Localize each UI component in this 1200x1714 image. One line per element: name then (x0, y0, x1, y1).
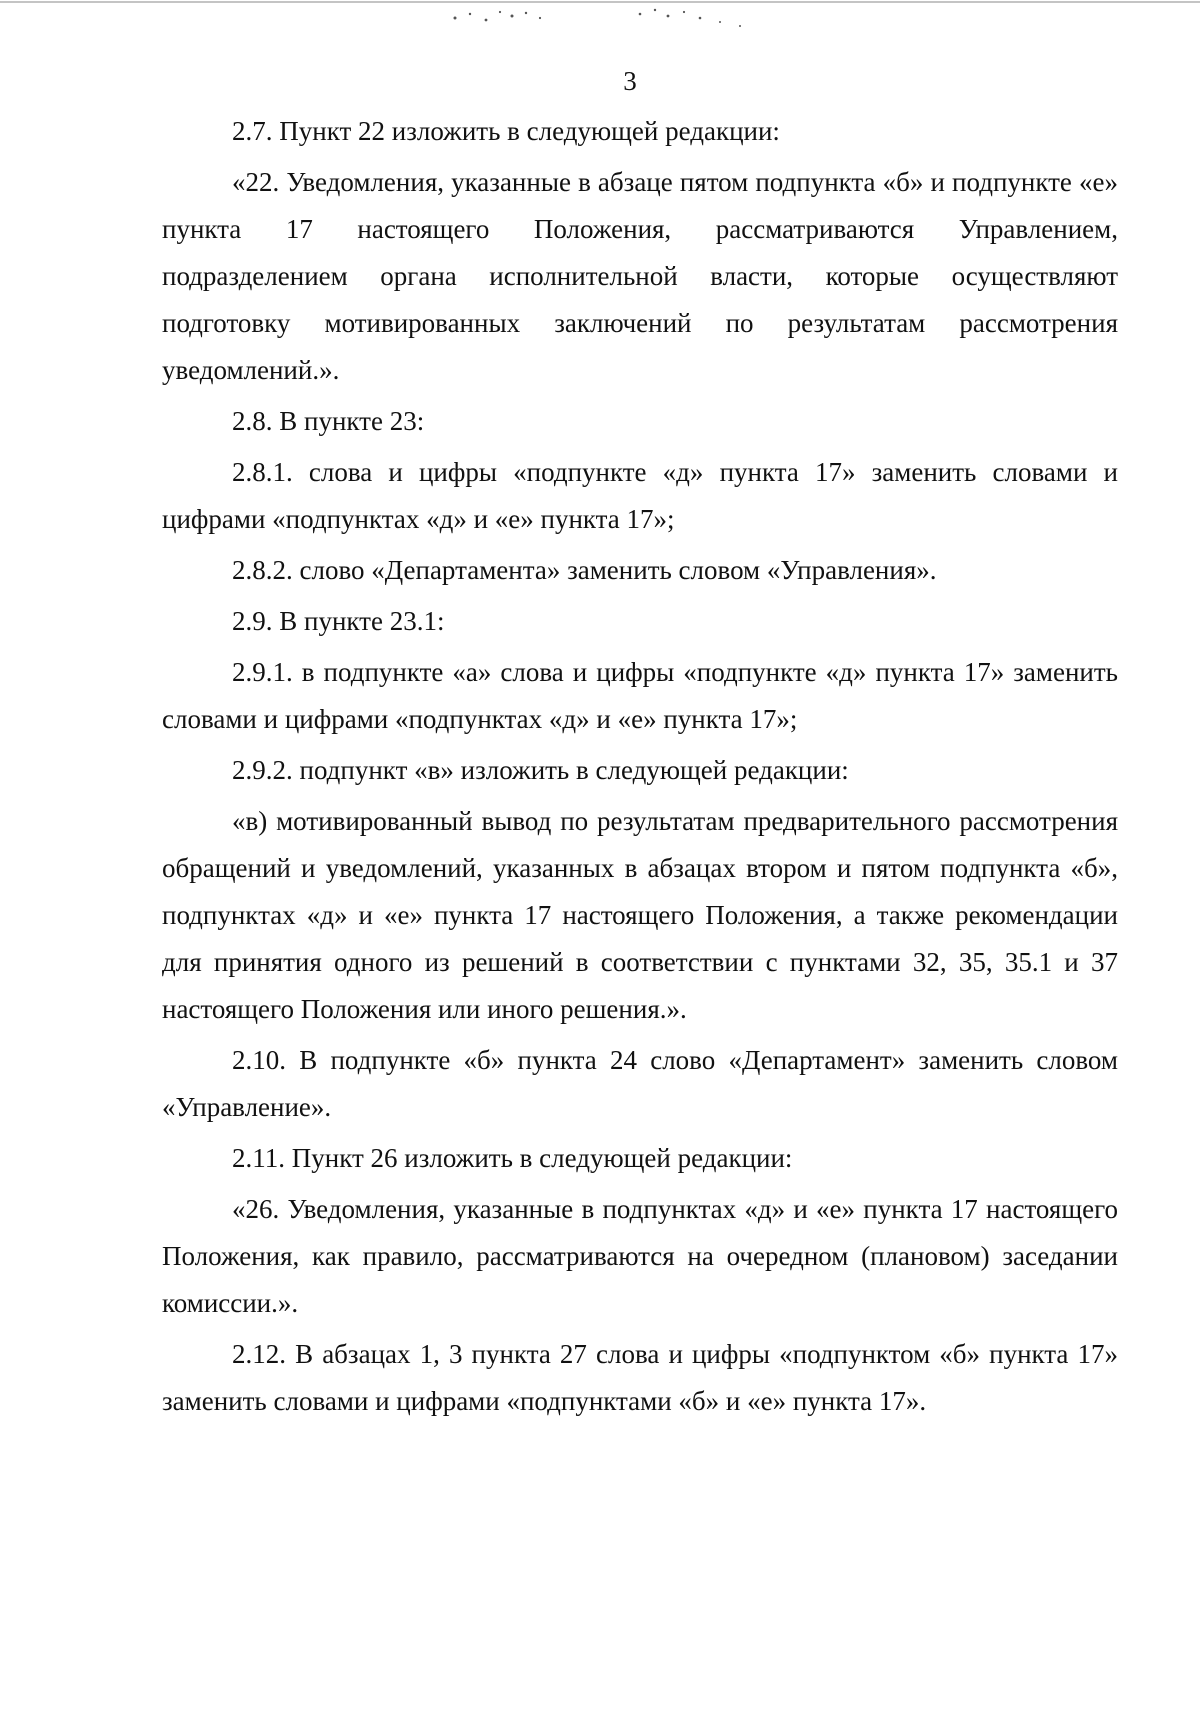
paragraph: 2.12. В абзацах 1, 3 пункта 27 слова и цифры «подпунктом «б» пункта 17» заменить словами и цифрами «подпунктами «б» и «е» пункта 17». (162, 1339, 1118, 1416)
scan-artifact (0, 0, 1200, 60)
document-body (162, 108, 1118, 1429)
paragraph: 2.11. Пункт 26 изложить в следующей редакции: (232, 1143, 793, 1173)
paragraph: 2.10. В подпункте «б» пункта 24 слово «Департамент» заменить словом «Управление». (162, 1045, 1118, 1122)
paragraph: 2.7. Пункт 22 изложить в следующей редакции: (232, 116, 780, 146)
paragraph: «22. Уведомления, указанные в абзаце пятом подпункта «б» и подпункте «е» пункта 17 настоящего Положения, рассматриваются Управлением, подразделением органа исполнительной власти, которые осуществляют подготовку мотивированных заключений по результатам рассмотрения уведомлений.». (162, 167, 1118, 385)
paragraph: 2.8. В пункте 23: (232, 406, 425, 436)
paragraph: «26. Уведомления, указанные в подпунктах «д» и «е» пункта 17 настоящего Положения, как правило, рассматриваются на очередном (плановом) заседании комиссии.». (162, 1194, 1118, 1318)
paragraph: 2.9.1. в подпункте «а» слова и цифры «подпункте «д» пункта 17» заменить словами и цифрами «подпунктах «д» и «е» пункта 17»; (162, 657, 1118, 734)
paragraph: 2.8.1. слова и цифры «подпункте «д» пункта 17» заменить словами и цифрами «подпунктах «д» и «е» пункта 17»; (162, 457, 1118, 534)
paragraph: 2.9. В пункте 23.1: (232, 606, 445, 636)
page-number: 3 (623, 66, 637, 96)
paragraph: 2.8.2. слово «Департамента» заменить словом «Управления». (232, 555, 937, 585)
paragraph: 2.9.2. подпункт «в» изложить в следующей редакции: (232, 755, 849, 785)
paragraph: «в) мотивированный вывод по результатам предварительного рассмотрения обращений и уведомлений, указанных в абзацах втором и пятом подпункта «б», подпунктах «д» и «е» пункта 17 настоящего Положения, а также рекомендации для принятия одного из решений в соответствии с пунктами 32, 35, 35.1 и 37 настоящего Положения или иного решения.». (162, 806, 1118, 1024)
